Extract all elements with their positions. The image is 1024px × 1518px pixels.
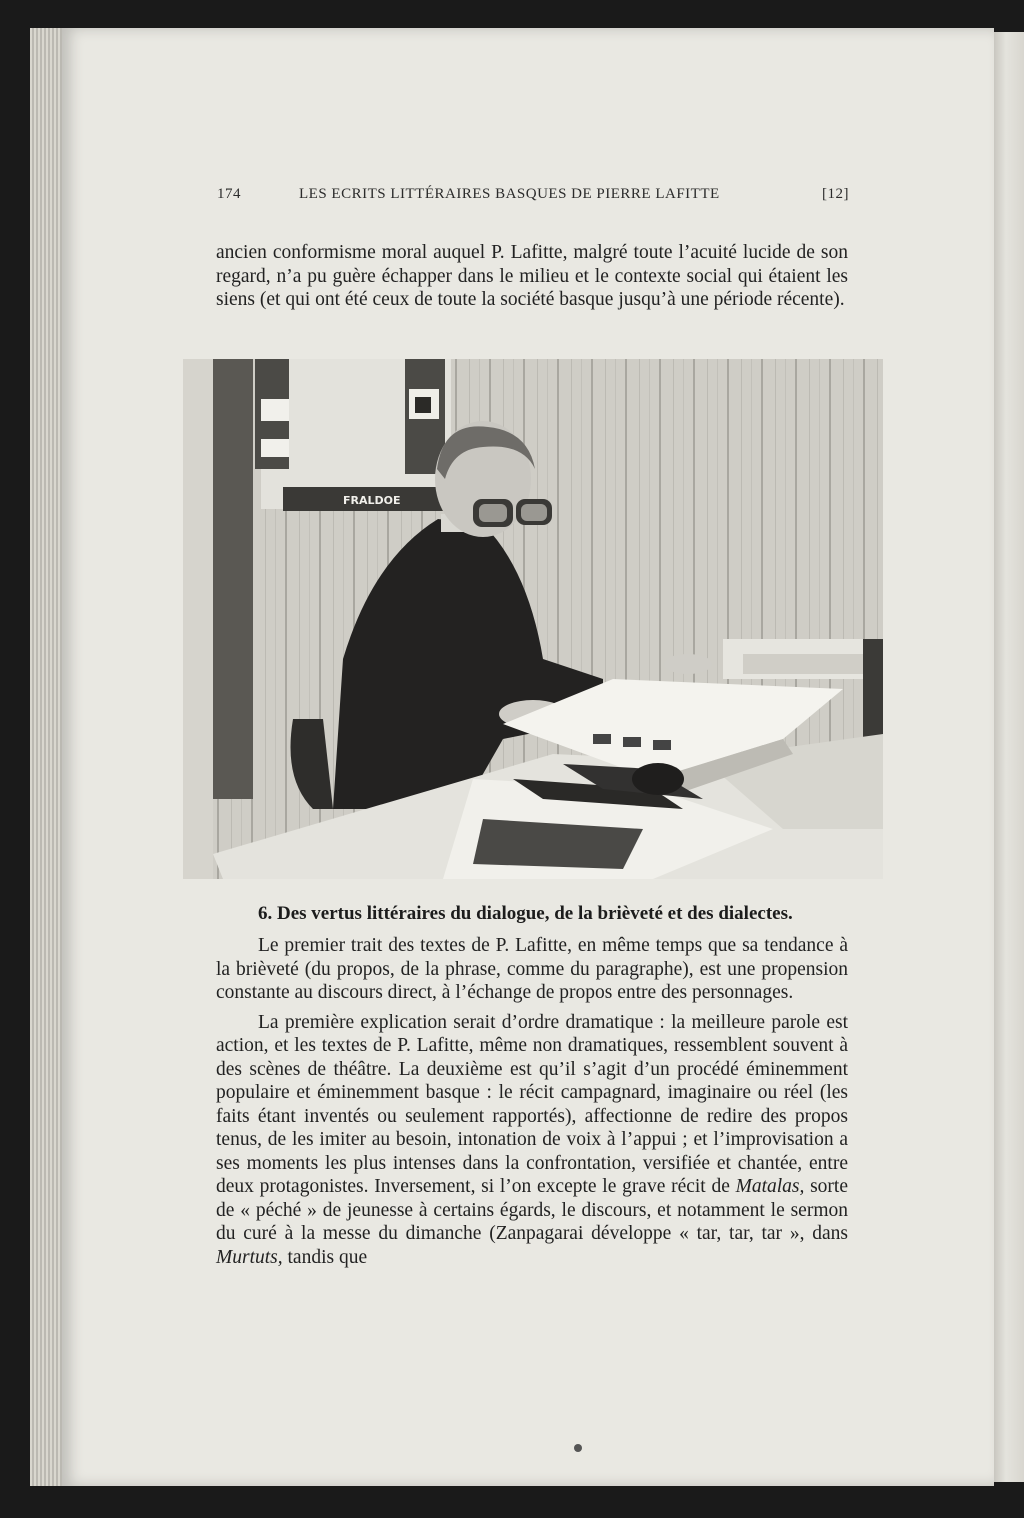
photo-illustration (183, 359, 883, 879)
poster-text: FRALDOE (343, 494, 401, 507)
portrait-photograph (183, 359, 883, 879)
body-paragraph-1: Le premier trait des textes de P. Lafitte, en même temps que sa tendance à la brièveté (du propos, de la phrase, comme du paragraphe), est une propension constante au discours direct, à l’échange de propos entre des personnages. (216, 935, 848, 1003)
title-murtuts: Murtuts, (216, 1246, 283, 1268)
section-reference: [12] (822, 186, 849, 202)
running-title: LES ECRITS LITTÉRAIRES BASQUES DE PIERRE LAFITTE (299, 186, 720, 202)
title-matalas: Matalas, (735, 1176, 805, 1197)
body-paragraph-2 (216, 1011, 848, 1270)
page-number: 174 (217, 186, 241, 202)
body-text (216, 934, 848, 1269)
paragraph-2-text-c: tandis que (282, 1246, 368, 1268)
facing-page-edge (994, 32, 1024, 1482)
paragraph-2-text-a: La première explication serait d’ordre dramatique : la meilleure parole est action, et les textes de P. Lafitte, même non dramatiques, ressemblent souvent à des scènes de théâtre. La deuxième est qu’il s’agit d’un procédé éminemment populaire et éminemment basque : le récit campagnard, imaginaire ou réel (les faits étant inventés ou seulement rapportés), affectionne de redire des propos tenus, de les imiter au besoin, intonation de voix à l’appui ; et l’improvisation a ses moments les plus intenses dans la confrontation, versifiée et chantée, entre deux protagonistes. Inversement, si l’on excepte le grave récit de (216, 1011, 848, 1197)
paragraph-2-text-b: sorte de « péché » de jeunesse à certains égards, le discours, et notamment le sermon du curé à la messe du dimanche (Zanpagarai développe « tar, tar, tar », dans (216, 1176, 848, 1244)
section-heading: 6. Des vertus littéraires du dialogue, de la brièveté et des dialectes. (258, 903, 793, 924)
intro-paragraph: ancien conformisme moral auquel P. Lafitte, malgré toute l’acuité lucide de son regard, n’a pu guère échapper dans le milieu et le contexte social qui étaient les siens (et qui ont été ceux de toute la société basque jusqu’à une période récente). (216, 242, 848, 310)
running-header (217, 186, 849, 210)
intro-text (216, 241, 848, 312)
ink-speck (574, 1444, 582, 1452)
